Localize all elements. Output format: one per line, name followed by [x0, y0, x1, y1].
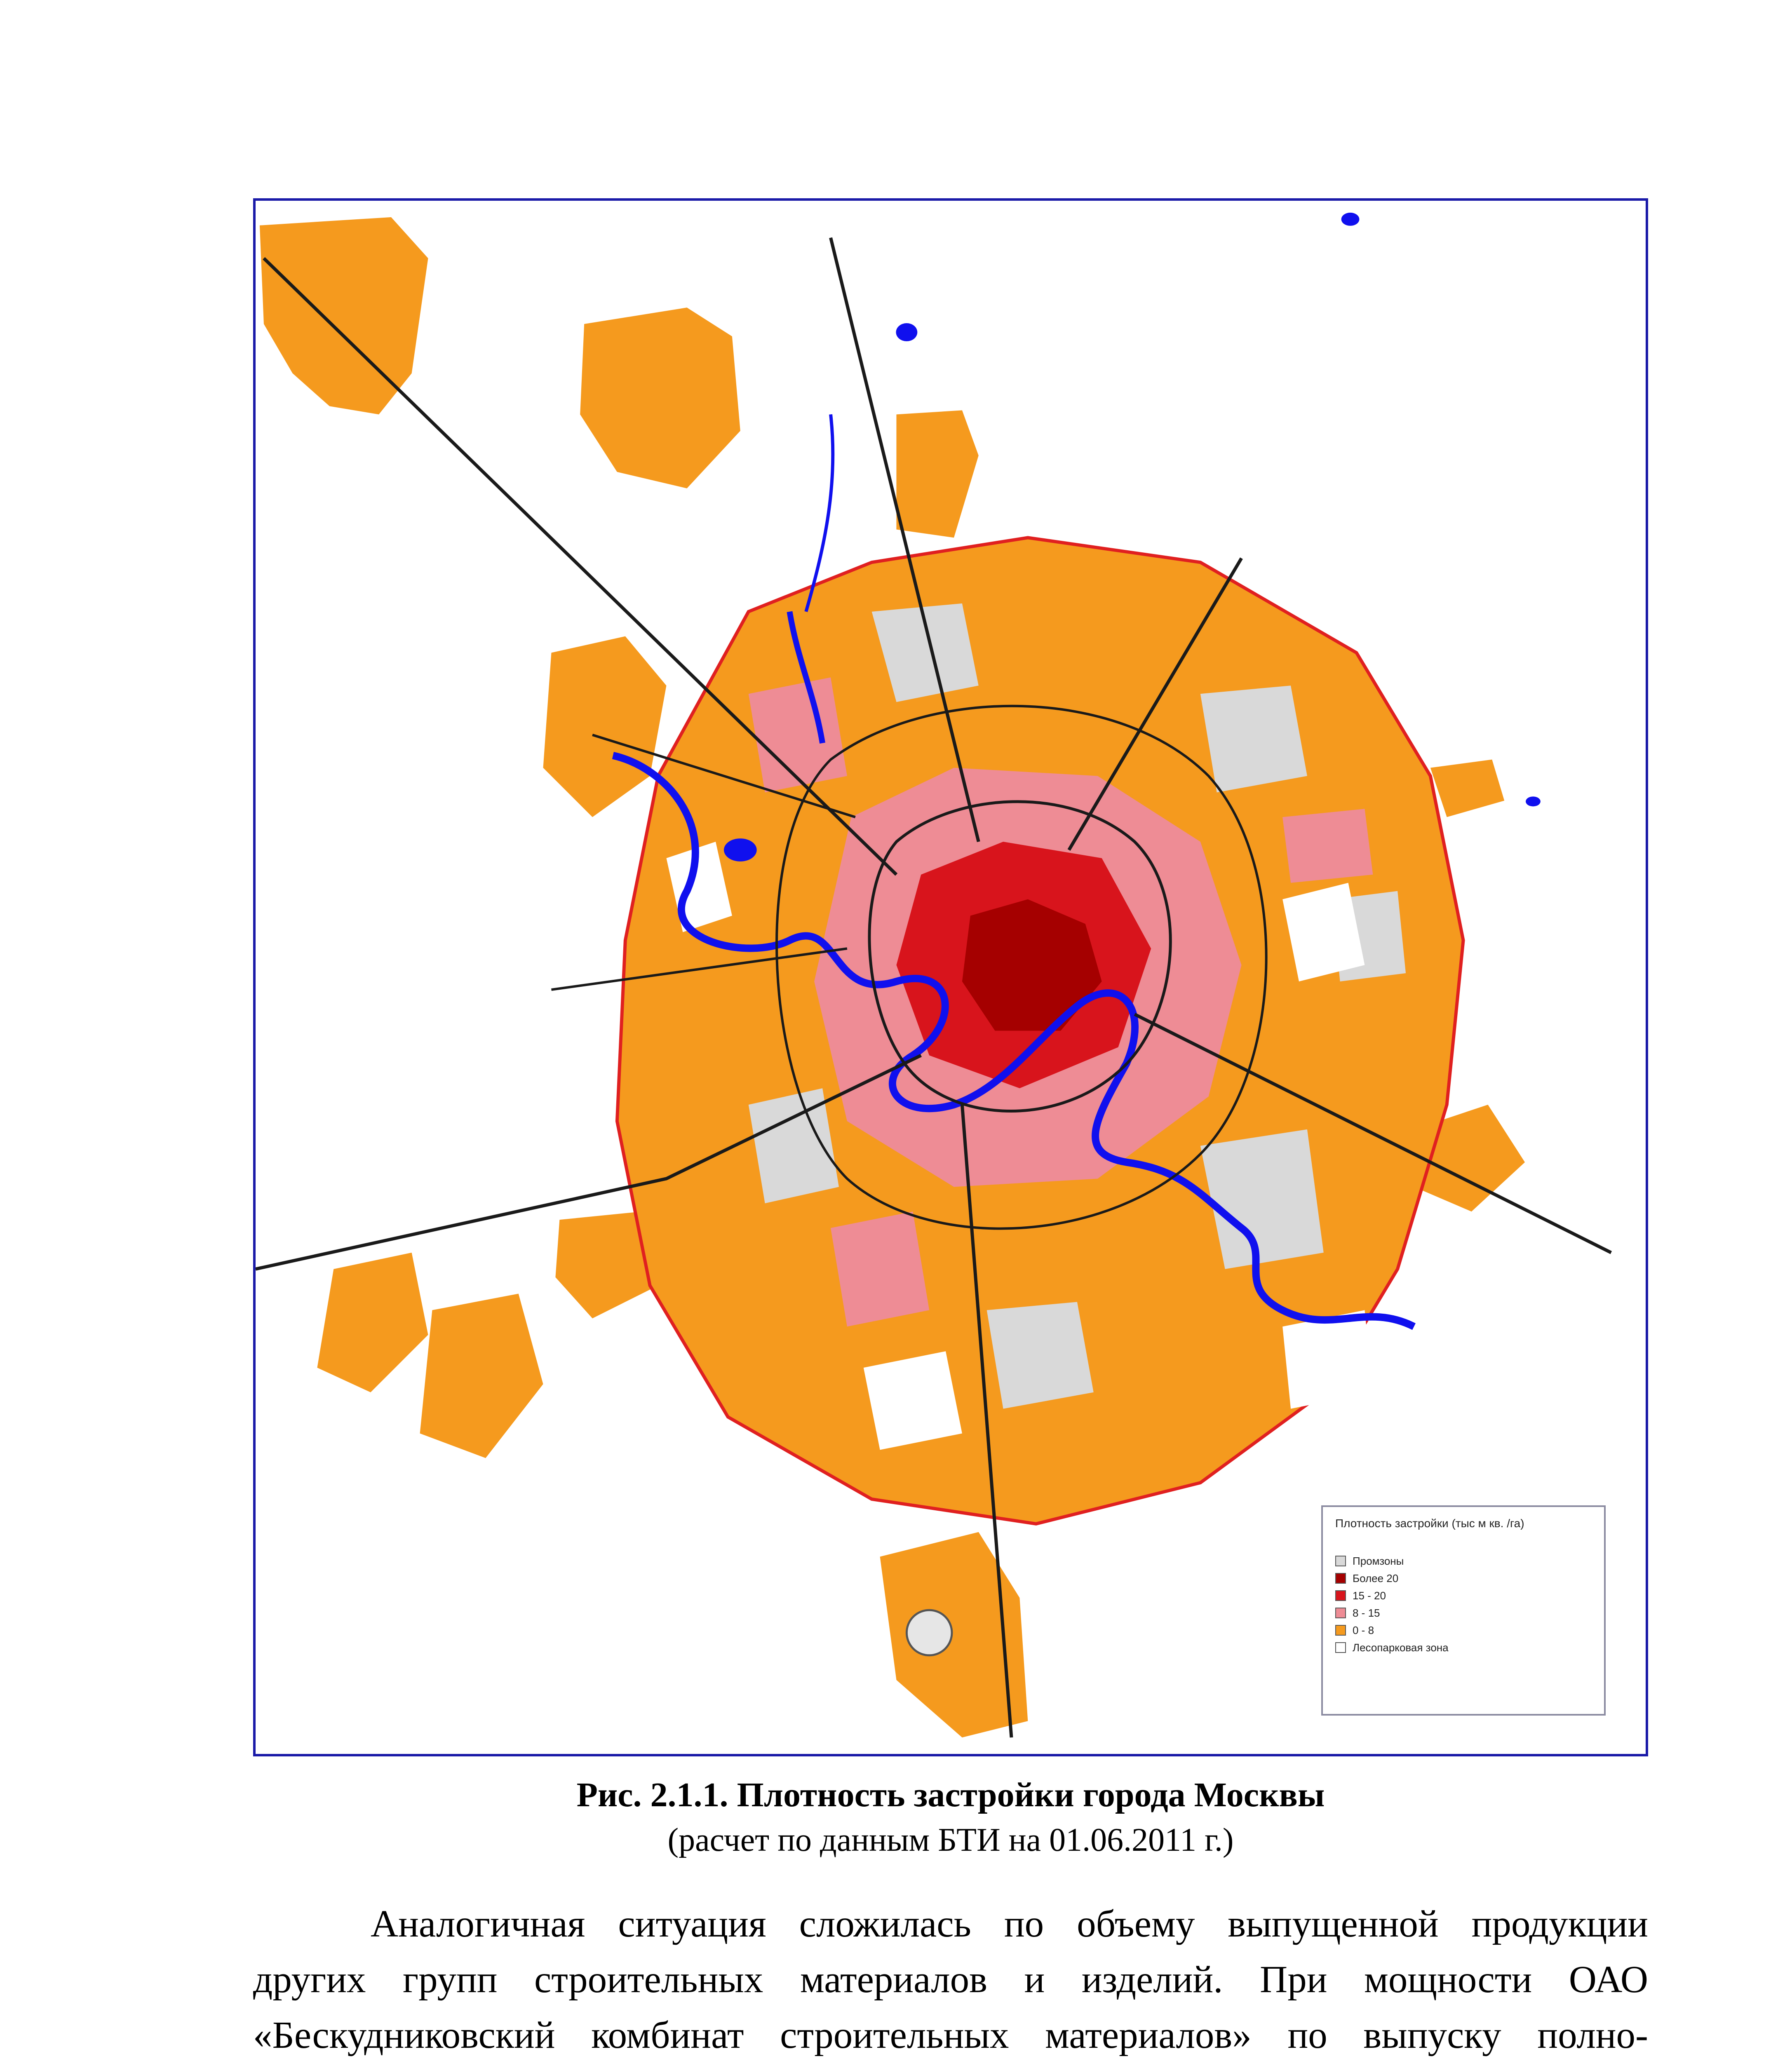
legend-item-forest-park: [1335, 1639, 1449, 1656]
legend-item-over-20: [1335, 1570, 1449, 1587]
forest-park-4: [1282, 1310, 1373, 1408]
suburb-southwest-2: [420, 1294, 543, 1458]
suburb-west: [543, 636, 667, 817]
legend-label: 8 - 15: [1353, 1606, 1380, 1619]
legend-label: Промзоны: [1353, 1554, 1404, 1567]
figure-caption: [253, 1772, 1648, 1862]
lake-top: [1341, 213, 1360, 226]
lake-west: [724, 838, 757, 861]
promzone-2: [1200, 685, 1307, 792]
caption-subtitle: (расчет по данным БТИ на 01.06.2011 г.): [667, 1822, 1234, 1858]
suburb-northwest: [260, 217, 428, 414]
lake-east: [1526, 796, 1541, 806]
density-patch-8-15-3: [831, 1211, 929, 1326]
suburb-southwest-1: [317, 1253, 428, 1392]
legend-label: 0 - 8: [1353, 1624, 1374, 1636]
small-circle-south: [907, 1610, 952, 1655]
suburb-northeast: [1430, 760, 1504, 817]
legend-item-0-8: [1335, 1622, 1449, 1639]
suburb-zelenograd: [580, 308, 740, 488]
body-line: «Бескудниковский комбинат строительных материалов» по выпуску полно-: [253, 2014, 1648, 2056]
map-figure: [253, 198, 1648, 1756]
legend-swatch: [1335, 1556, 1346, 1566]
legend-swatch: [1335, 1642, 1346, 1653]
legend-swatch: [1335, 1573, 1346, 1584]
promzone-5: [987, 1302, 1094, 1408]
legend-swatch: [1335, 1590, 1346, 1601]
suburb-south: [880, 1532, 1028, 1737]
body-line: других групп строительных материалов и изделий. При мощности ОАО: [253, 1958, 1648, 2001]
suburb-north: [896, 410, 978, 538]
legend-title: Плотность застройки (тыс м кв. /га): [1335, 1517, 1524, 1530]
legend-item-8-15: [1335, 1604, 1449, 1622]
legend-item-15-20: [1335, 1587, 1449, 1604]
legend-items: [1335, 1552, 1449, 1656]
lake-northeast: [896, 323, 917, 341]
density-patch-8-15-1: [749, 677, 847, 792]
legend-swatch: [1335, 1608, 1346, 1618]
caption-title: Рис. 2.1.1. Плотность застройки города Москвы: [576, 1776, 1325, 1814]
legend-label: Более 20: [1353, 1572, 1399, 1584]
legend-label: 15 - 20: [1353, 1589, 1386, 1602]
body-paragraph: [253, 1896, 1648, 2061]
legend-swatch: [1335, 1625, 1346, 1636]
density-patch-8-15-2: [1282, 809, 1373, 883]
map-legend: [1321, 1505, 1606, 1716]
legend-item-promzones: [1335, 1552, 1449, 1570]
body-line: Аналогичная ситуация сложилась по объему выпущенной продукции: [371, 1903, 1648, 1945]
promzone-3: [749, 1088, 839, 1203]
forest-park-3: [864, 1351, 962, 1450]
legend-label: Лесопарковая зона: [1353, 1641, 1449, 1654]
